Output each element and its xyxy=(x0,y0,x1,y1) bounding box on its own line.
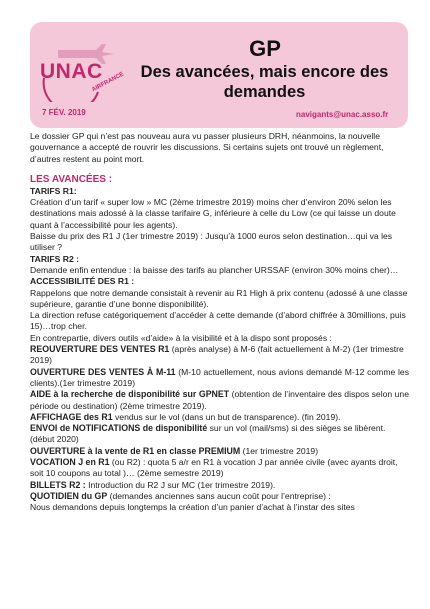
list-item xyxy=(30,457,409,480)
list-item xyxy=(30,367,409,390)
page-title: GP xyxy=(249,36,281,61)
item-text: (1er trimestre 2019) xyxy=(240,445,319,456)
item-text: vendus sur le vol (dans un but de transparence). (fin 2019). xyxy=(112,411,341,422)
list-item xyxy=(30,480,409,491)
item-heading: AFFICHAGE des R1 xyxy=(30,411,113,422)
item-text: (après analyse) à M-6 (fait actuellement à M-2) (1er trimestre 2019) xyxy=(30,344,404,366)
item-heading: OUVERTURE DES VENTES À M-11 xyxy=(30,366,176,377)
item-heading: VOCATION J en R1 xyxy=(30,457,110,468)
list-item xyxy=(30,344,409,367)
r1-paragraph-1: Création d’un tarif « super low » MC (2ème trimestre 2019) moins cher d’environ 20% selon les destinations mais adossé à la classe tarifaire G, inférieure à celle du Low (ce qui laisse un doute quant à l’accessibilité pour les agents). xyxy=(30,197,396,230)
item-text: (M-10 actuellement, nous avions demandé M-12 comme les clients).(1er trimestre 2019) xyxy=(30,366,409,388)
r1-heading: TARIFS R1: xyxy=(30,185,77,196)
access-paragraph-3: En contrepartie, divers outils «d’aide» à la visibilité et à la dispo sont proposés : xyxy=(30,332,332,343)
r2-paragraph-1: Demande enfin entendue : la baisse des tarifs au plancher URSSAF (environ 30% moins cher)… xyxy=(30,264,399,275)
item-text: (demandes anciennes sans aucun coût pour l’entreprise) : xyxy=(107,490,331,501)
item-heading: QUOTIDIEN du GP xyxy=(30,490,108,501)
list-item xyxy=(30,389,409,412)
intro-paragraph: Le dossier GP qui n’est pas nouveau aura vu passer plusieurs DRH, néanmoins, la nouvelle gouvernance a accepté de rouvrir les discussions. Si certains sujets ont trouvé un règlement, d’autres restent au point mort. xyxy=(30,131,384,164)
list-item xyxy=(30,491,409,502)
date-label: 7 FÉV. 2019 xyxy=(42,108,86,117)
item-text: (ou R2) : quota 5 a/r en R1 à vocation J par année civile (avec ayants droit, soit 10 coupons au total )… (2ème semestre 2019) xyxy=(30,457,398,479)
access-paragraph-2: La direction refuse catégoriquement d’accéder à cette demande (d’abord chiffrée à 30millions, puis 15)…trop cher. xyxy=(30,310,406,332)
article-body xyxy=(30,131,409,514)
unac-logo xyxy=(36,40,126,102)
list-item xyxy=(30,412,409,423)
item-heading: REOUVERTURE DES VENTES R1 xyxy=(30,344,170,355)
list-item xyxy=(30,423,409,446)
item-heading: OUVERTURE à la vente de R1 en classe PREMIUM xyxy=(30,445,241,456)
section-title: LES AVANCÉES : xyxy=(30,173,113,185)
logo-subtext: AIRFRANCE xyxy=(91,71,126,94)
item-heading: BILLETS R2 : xyxy=(30,479,86,490)
item-text: Introduction du R2 J sur MC (1er trimestre 2019). xyxy=(85,479,276,490)
list-item xyxy=(30,446,409,457)
final-paragraph: Nous demandons depuis longtemps la création d’un panier d’achat à l’instar des sites xyxy=(30,502,355,513)
item-heading: ENVOI de NOTIFICATIONS de disponibilité xyxy=(30,423,208,434)
page-subtitle: Des avancées, mais encore des demandes xyxy=(140,63,389,101)
logo-text: UNAC xyxy=(40,60,103,83)
item-heading: AIDE à la recherche de disponibilité sur GPNET xyxy=(30,389,230,400)
item-text: (obtention de l’inventaire des dispos selon une période ou destination) (2ème trimestre 2019). xyxy=(30,389,409,411)
r1-paragraph-2: Baisse du prix des R1 J (1er trimestre 2019) : Jusqu’à 1000 euros selon destination…qui va les utiliser ? xyxy=(30,231,393,253)
item-text: sur un vol (mail/sms) si des sièges se libèrent. (début 2020) xyxy=(30,423,386,445)
access-paragraph-1: Rappelons que notre demande consistait à revenir au R1 High à prix contenu (adossé à une classe supérieure, garantie d’une bonne disponibilité). xyxy=(30,287,408,309)
access-heading: ACCESSIBILITÉ DES R1 : xyxy=(30,276,135,287)
r2-heading: TARIFS R2 : xyxy=(30,253,80,264)
contact-email[interactable]: navigants@unac.asso.fr xyxy=(296,110,389,119)
